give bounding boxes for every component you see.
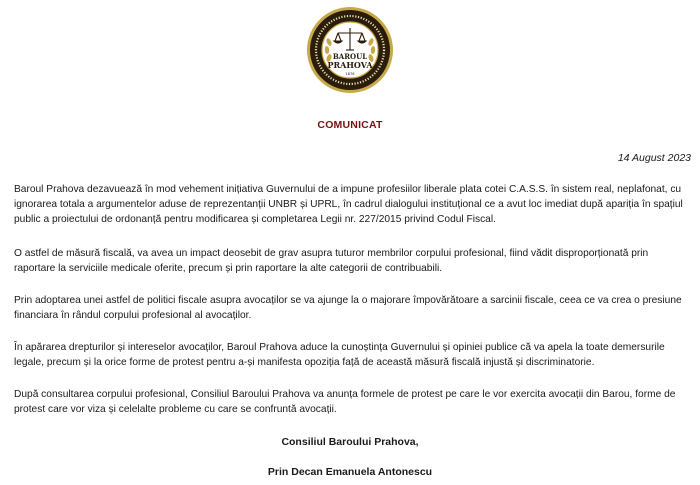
signature-council: Consiliul Baroului Prahova, [281,436,419,448]
document-date: 14 August 2023 [617,152,691,164]
logo-line2: PRAHOVA [327,60,373,70]
paragraph-4: În apărarea drepturilor și intereselor avocaților, Baroul Prahova aduce la cunoștința Guvernului și opiniei publice că va apela la toate demersurile legale, precum și la orice forme de protest pentru a-și manifesta opoziția față de această măsură fiscală injustă și discriminatorie. [14,342,665,368]
signature-dean: Prin Decan Emanuela Antonescu [267,466,433,478]
logo-line1: BAROUL [332,52,368,61]
baroul-prahova-logo [306,6,394,94]
document-title: COMUNICAT [317,119,383,131]
paragraph-5: După consultarea corpului profesional, Consiliul Baroului Prahova va anunța formele de protest pe care le vor exercita avocații din Barou, forme de protest care vor viza și celelalte probleme cu care se confruntă avocații. [14,389,676,415]
paragraph-2: O astfel de măsură fiscală, va avea un impact deosebit de grav asupra tuturor membrilor corpului profesional, fiind vădit disproporționată prin raportare la serviciile medicale oferite, precum și prin raportare la alte categorii de contribuabili. [14,248,649,274]
logo-year: 1876 [345,72,355,76]
paragraph-1: Baroul Prahova dezavuează în mod vehement inițiativa Guvernului de a impune profesiilor liberale plata cotei C.A.S.S. în sistem real, neplafonat, cu ignorarea totala a argumentelor aduse de reprezentanții UNBR și UPRL, în cadrul dialogului instituțional ce a avut loc imediat după apariția în spațiul public a proiectului de ordonanță pentru modificarea și completarea Legii nr. 227/2015 privind Codul Fiscal. [14,184,683,225]
paragraph-3: Prin adoptarea unei astfel de politici fiscale asupra avocaților se va ajunge la o majorare împovărătoare a sarcinii fiscale, ceea ce va crea o presiune financiara în rândul corpului profesional al avocaților. [14,295,682,321]
